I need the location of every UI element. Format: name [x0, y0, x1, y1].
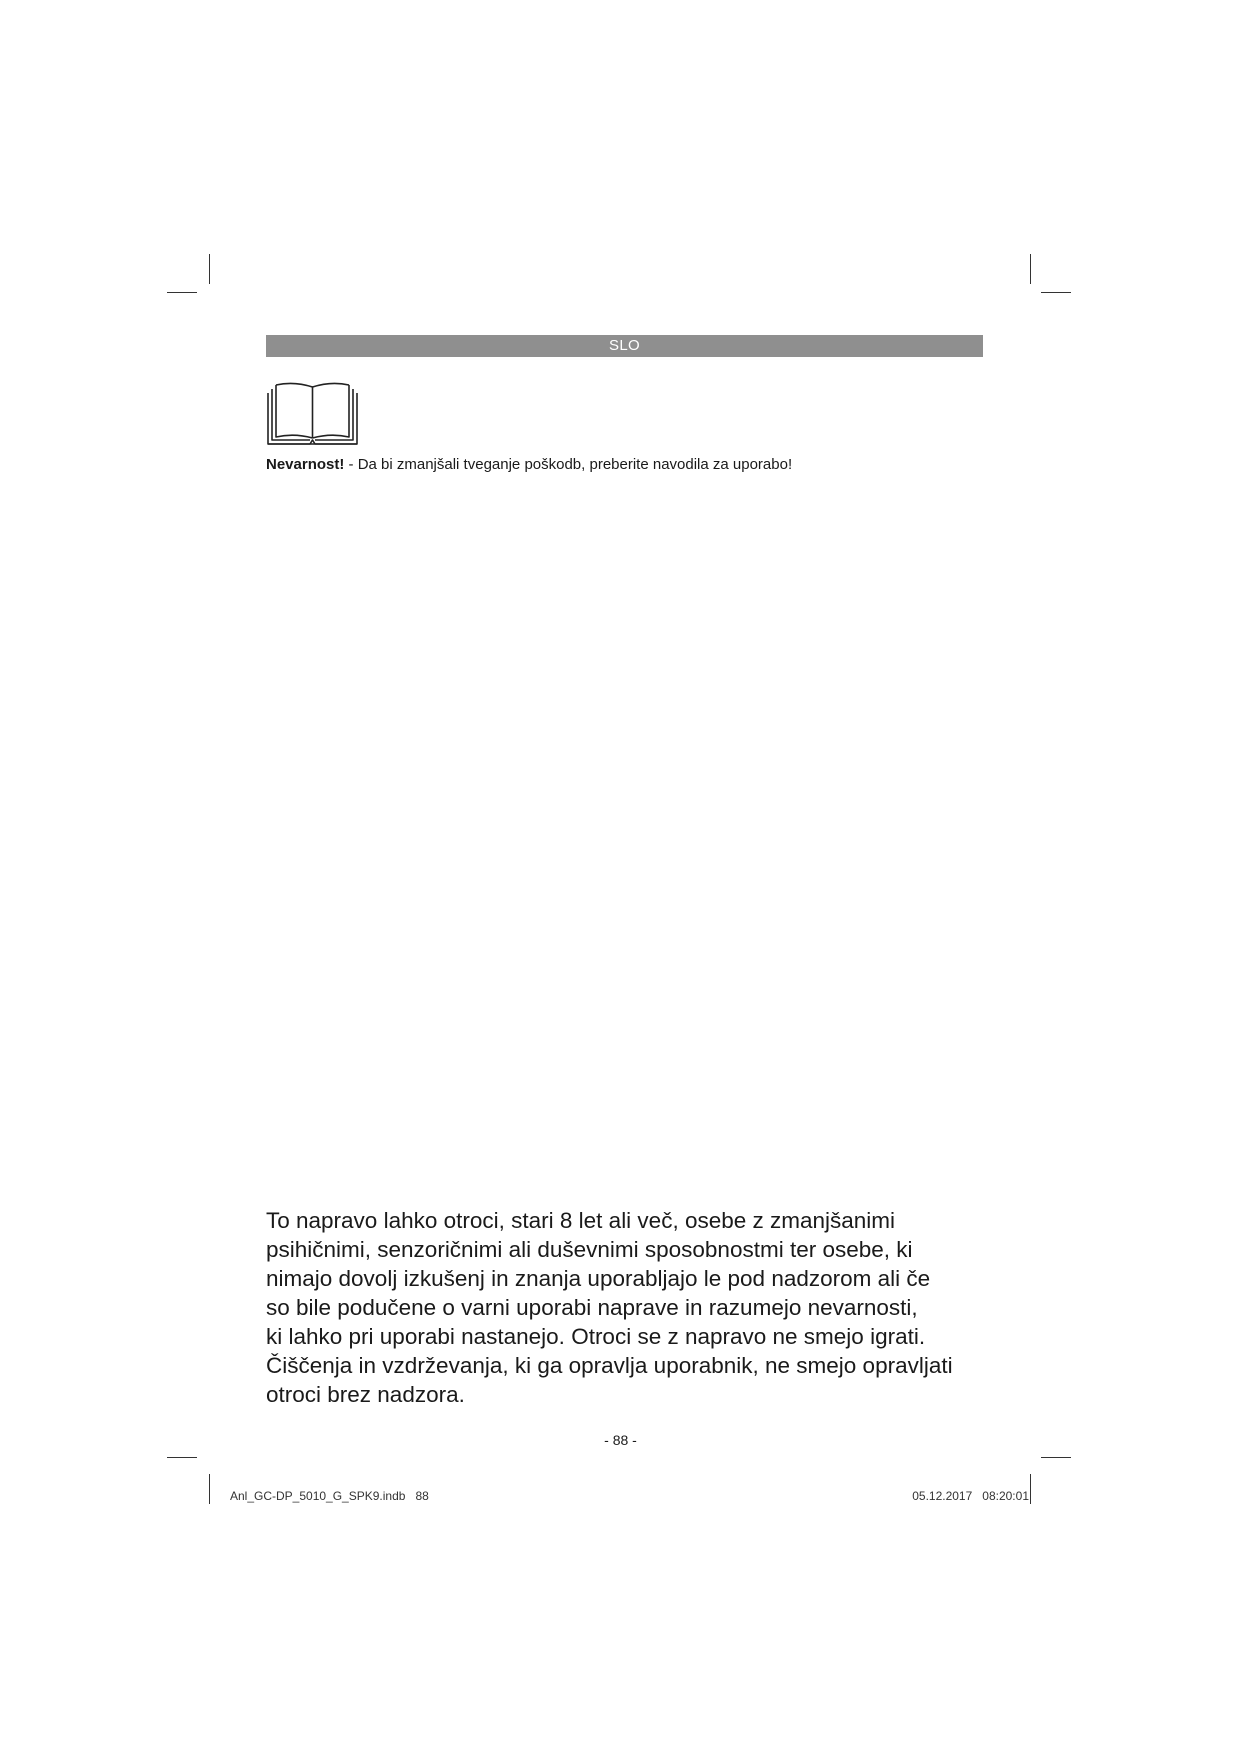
open-book-icon — [266, 381, 359, 446]
footer-time: 08:20:01 — [982, 1489, 1029, 1503]
paragraph-line: ki lahko pri uporabi nastanejo. Otroci se z napravo ne smejo igrati. — [266, 1324, 926, 1349]
paragraph-line: so bile podučene o varni uporabi naprave in razumejo nevarnosti, — [266, 1295, 918, 1320]
footer-sheet: 88 — [415, 1489, 429, 1503]
paragraph-line: To napravo lahko otroci, stari 8 let ali več, osebe z zmanjšanimi — [266, 1208, 896, 1233]
safety-paragraph — [266, 1206, 1006, 1409]
footer-filename: Anl_GC-DP_5010_G_SPK9.indb — [230, 1489, 406, 1503]
crop-mark-bottom-left-horizontal — [167, 1457, 197, 1458]
footer-file-info — [230, 1489, 429, 1503]
crop-mark-top-left-vertical — [209, 254, 210, 284]
footer-date: 05.12.2017 — [912, 1489, 973, 1503]
crop-mark-bottom-left-vertical — [209, 1474, 210, 1504]
crop-mark-top-right-horizontal — [1041, 292, 1071, 293]
paragraph-line: Čiščenja in vzdrževanja, ki ga opravlja uporabnik, ne smejo opravljati — [266, 1353, 953, 1378]
crop-mark-top-right-vertical — [1030, 254, 1031, 284]
crop-mark-bottom-right-horizontal — [1041, 1457, 1071, 1458]
warning-label: Nevarnost! — [266, 456, 345, 473]
warning-message: - Da bi zmanjšali tveganje poškodb, preberite navodila za uporabo! — [344, 456, 793, 473]
language-header-bar — [266, 335, 983, 357]
paragraph-line: nimajo dovolj izkušenj in znanja uporabljajo le pod nadzorom ali če — [266, 1266, 931, 1291]
crop-mark-top-left-horizontal — [167, 292, 197, 293]
footer-timestamp — [912, 1489, 1029, 1503]
crop-mark-bottom-right-vertical — [1030, 1474, 1031, 1504]
language-label: SLO — [609, 337, 640, 354]
paragraph-line: psihičnimi, senzoričnimi ali duševnimi sposobnostmi ter osebe, ki — [266, 1237, 913, 1262]
page-number: - 88 - — [604, 1432, 637, 1448]
warning-text — [266, 456, 792, 474]
paragraph-line: otroci brez nadzora. — [266, 1382, 465, 1407]
